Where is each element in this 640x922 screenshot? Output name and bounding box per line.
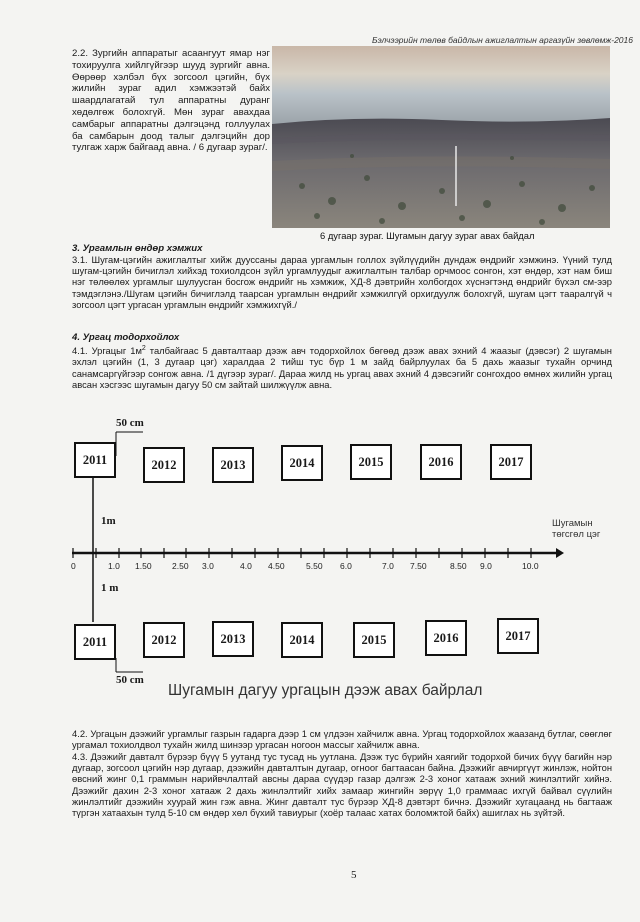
tick-1-50: 1.50 [135, 561, 152, 571]
line-end-label: Шугамын төгсгөл цэг [552, 518, 601, 540]
tick-1-0: 1.0 [108, 561, 120, 571]
tick-0: 0 [71, 561, 76, 571]
frame-top-2014: 2014 [281, 445, 323, 481]
frame-top-2013: 2013 [212, 447, 254, 483]
frame-bottom-2014: 2014 [281, 622, 323, 658]
tick-8-50: 8.50 [450, 561, 467, 571]
section-4-body [72, 343, 612, 390]
section-4-body-rest: талбайгаас 5 давталтаар дээж авч тодорхойлох бөгөөд дээж авах эхний 4 жаазыг (дэвсэг) 2 шугамын эхлэл цэгийн (1, 3 дугаар цэг) харалдаа 2 тийш тус бүр 1 м зайд байрлуулах ба 5 дахь жаазыг тухайн орчинд санамсаргүйгээр сонгож авна. /1 дүгээр зураг/. Дараа жилд нь ургац авах эхний 4 дэвсэгийг сонгохдоо өмнөх жилийн ургац авсан хэсгээс шугамын дагуу 50 см зайтай шилжүүлж авна. [72, 345, 612, 390]
tick-9-0: 9.0 [480, 561, 492, 571]
paragraph-4-3: 4.3. Дээжийг давталт бүрээр бүүү 5 уутанд тус тусад нь уутлана. Дээж тус бүрийн хаягийг тодорхой бичих бүүү багийн нэр дугаар, зогсоол цэгийн нэр дугаар, дээжийн давталтын дугаар, огноог багтаасан байна. Дээжийг авчиргүүт жинлэж, нойтон өвсний жинг 0,1 граммын нарийвчлалтай авсны дараа сүүдэр газар дэлгэж 2-3 хоног хатааж эхний жинлэлтийг хийнэ. Дээжийг дахин 2-3 хоног хатааж 2 дахь жинлэлтийг хийх замаар жингийн зөрүү 1,0 граммаас ихгүй байвал сүүлийн жинлэлтийг дээжийн хуурай жин гэж авна. Жинг давталт тус бүрээр ХД-8 дэвтэрт бичнэ. Дээжийг хугацаанд нь багтааж түргэн хатаахын тулд 5-10 см өндөр хөл бүхий тавиурыг (хоёр талаас хатах боломжтой байх) ашиглах нь зүйтэй. [72, 751, 612, 819]
tick-4-50: 4.50 [268, 561, 285, 571]
frame-bottom-2015: 2015 [353, 622, 395, 658]
label-50cm-bottom: 50 cm [116, 674, 144, 686]
frame-bottom-2016: 2016 [425, 620, 467, 656]
tick-4-0: 4.0 [240, 561, 252, 571]
sampling-diagram [0, 410, 640, 690]
tick-3-0: 3.0 [202, 561, 214, 571]
section-3-body: 3.1. Шугам-цэгийн ажиглалтыг хийж дууссаны дараа ургамлын голлох зүйлүүдийн дундаж өндрийг хэмжинэ. Үүний тулд шугам-цэгийн бичиглэл хийхэд тохиолдсон зүйл ургамлуудыг ажиглалтын талбар орчмоос сонгон, хэт өндөр, хэт нам биш нэг төлөөлөх ургамлыг шулуусган босгож өндрийг нь хэмжиж, ХД-8 дэвтрийн холбогдох хүснэгтэнд өндрийг бүхэл см-ээр тэмдэглэнэ./Шугам цэгийн бичиглэлд таарсан ургамлын өндрийг хэмжилгүй орхигдуулж болохгүй, шугам цэгт тааралгүй ч зогсоол цэгт ургасан ургамлын өндрийг хэмжихгүй./ [72, 254, 612, 310]
frame-top-2012: 2012 [143, 447, 185, 483]
tick-7-50: 7.50 [410, 561, 427, 571]
frame-top-2011: 2011 [74, 442, 116, 478]
tick-6-0: 6.0 [340, 561, 352, 571]
section-4-heading: 4. Ургац тодорхойлох [72, 332, 180, 343]
paragraph-4-2: 4.2. Ургацын дээжийг ургамлыг газрын гадарга дээр 1 см үлдээн хайчилж авна. Ургац тодорхойлох жаазанд бутлаг, сөөглөг ургамал тохиолдвол тухайн жилд шинээр ургасан ногоон массыг хайчилж авна. [72, 728, 612, 751]
intro-paragraph: 2.2. Зургийн аппаратыг асаангуут ямар нэг тохируулга хийлгүйгээр шууд зургийг авна. Өөрөөр хэлбэл бүх зогсоол цэгийн, бүх жилийн зураг адил хэмжээтэй байх шаардлагатай тул аппаратны дуранг хөдөлгөж болохгүй. Мөн зураг авахдаа самбарыг аппаратны дэлгэцэнд голлуулах ба самбарын доод талыг дэлгэцийн дор тулгаж харж байгаад авна. / 6 дугаар зураг/. [72, 48, 270, 154]
frame-top-2017: 2017 [490, 444, 532, 480]
frame-top-2016: 2016 [420, 444, 462, 480]
tick-10-0: 10.0 [522, 561, 539, 571]
label-1m-top: 1m [101, 515, 116, 527]
tick-2-50: 2.50 [172, 561, 189, 571]
section-4-body-start: 4.1. Ургацыг 1м [72, 345, 142, 357]
label-1m-bottom: 1 m [101, 582, 119, 594]
frame-bottom-2017: 2017 [497, 618, 539, 654]
tick-7-0: 7.0 [382, 561, 394, 571]
frame-top-2015: 2015 [350, 444, 392, 480]
frame-bottom-2011: 2011 [74, 624, 116, 660]
section-3-heading: 3. Ургамлын өндөр хэмжих [72, 243, 203, 254]
page-number: 5 [351, 869, 357, 881]
label-50cm-top: 50 cm [116, 417, 144, 429]
frame-bottom-2012: 2012 [143, 622, 185, 658]
tick-5-50: 5.50 [306, 561, 323, 571]
page-header: Бэлчээрийн төлөв байдлын ажиглалтын аргазүйн зөвлөмж-2016 [372, 35, 633, 45]
photo-caption: 6 дугаар зураг. Шугамын дагуу зураг авах байдал [320, 230, 535, 241]
superscript-2: 2 [141, 345, 146, 352]
frame-bottom-2013: 2013 [212, 621, 254, 657]
diagram-caption: Шугамын дагуу ургацын дээж авах байрлал [168, 682, 483, 699]
field-photo [272, 46, 610, 228]
